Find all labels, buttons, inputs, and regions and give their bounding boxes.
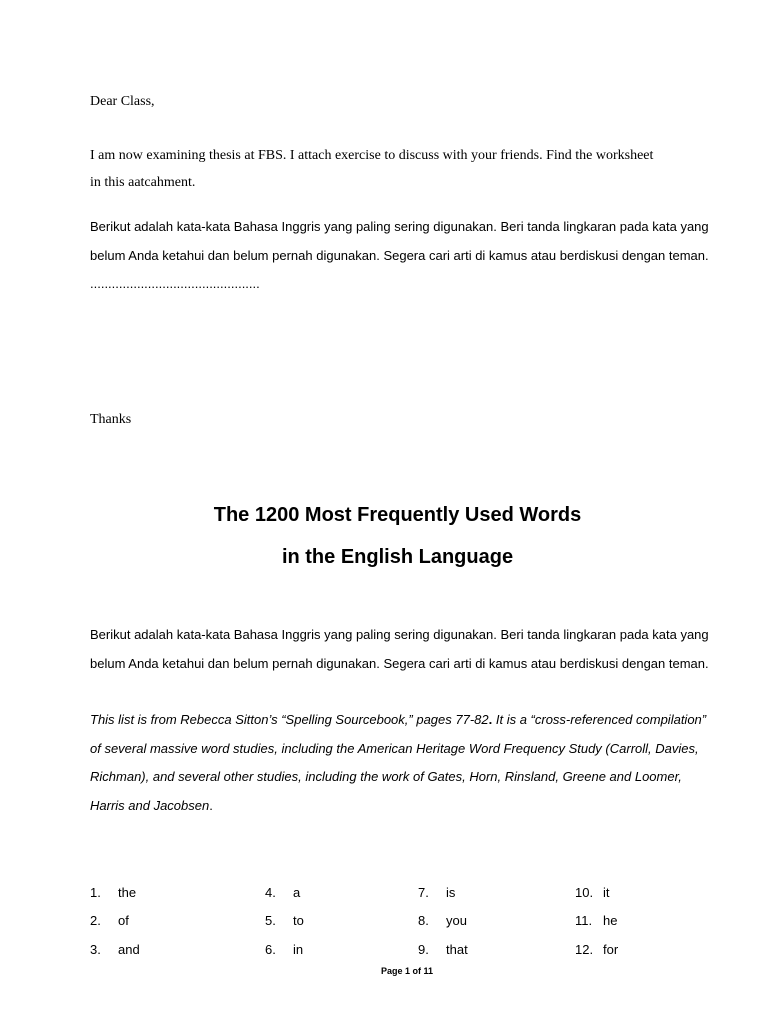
word-number: 8. <box>418 913 429 928</box>
instruction-paragraph: Berikut adalah kata-kata Bahasa Inggris yang paling sering digunakan. Beri tanda lingkaran pada kata yang belum Anda ketahui dan belum pernah digunakan. Segera cari arti di kamus atau berdiskusi dengan teman. ............................................... <box>90 219 709 291</box>
word-text: for <box>603 942 619 957</box>
source-note-suffix: It is a “cross-referenced compilation” of several massive word studies, including the American Heritage Word Frequency Study (Carroll, Davies, Richman), and several other studies, including the work of Gates, Horn, Rinsland, Greene and Loomer, Harris and Jacobsen <box>90 712 707 813</box>
source-note-prefix: This list is from Rebecca Sitton’s “Spelling Sourcebook,” pages 77-82 <box>90 712 489 727</box>
word-number: 10. <box>575 885 594 900</box>
word-number: 2. <box>90 913 101 928</box>
source-note <box>90 706 710 820</box>
word-text: and <box>118 942 140 957</box>
source-note-period: . <box>488 712 493 727</box>
word-text: he <box>603 913 618 928</box>
word-number: 5. <box>265 913 276 928</box>
word-text: the <box>118 885 137 900</box>
word-number: 11. <box>575 913 593 928</box>
word-text: in <box>293 942 304 957</box>
word-number: 4. <box>265 885 276 900</box>
letter-line-1: I am now examining thesis at FBS. I attach exercise to discuss with your friends. Find the worksheet <box>90 148 654 163</box>
word-text: it <box>603 885 610 900</box>
word-text: that <box>446 942 468 957</box>
word-text: to <box>293 913 304 928</box>
word-text: a <box>293 885 301 900</box>
document-title-line-1: The 1200 Most Frequently Used Words <box>213 504 582 526</box>
page-number: Page 1 of 11 <box>380 966 434 976</box>
closing: Thanks <box>90 412 132 427</box>
word-number: 7. <box>418 885 429 900</box>
word-number: 1. <box>90 885 101 900</box>
word-number: 6. <box>265 942 276 957</box>
word-text: of <box>118 913 129 928</box>
word-text: you <box>446 913 467 928</box>
word-number: 9. <box>418 942 429 957</box>
word-text: is <box>446 885 456 900</box>
intro-paragraph: Berikut adalah kata-kata Bahasa Inggris yang paling sering digunakan. Beri tanda lingkaran pada kata yang belum Anda ketahui dan belum pernah digunakan. Segera cari arti di kamus atau berdiskusi dengan teman. <box>90 627 709 671</box>
word-number: 12. <box>575 942 594 957</box>
greeting: Dear Class, <box>90 94 155 109</box>
document-title-line-2: in the English Language <box>281 546 514 568</box>
source-note-end: . <box>209 797 213 813</box>
letter-line-2: in this aatcahment. <box>90 175 196 190</box>
word-number: 3. <box>90 942 101 957</box>
